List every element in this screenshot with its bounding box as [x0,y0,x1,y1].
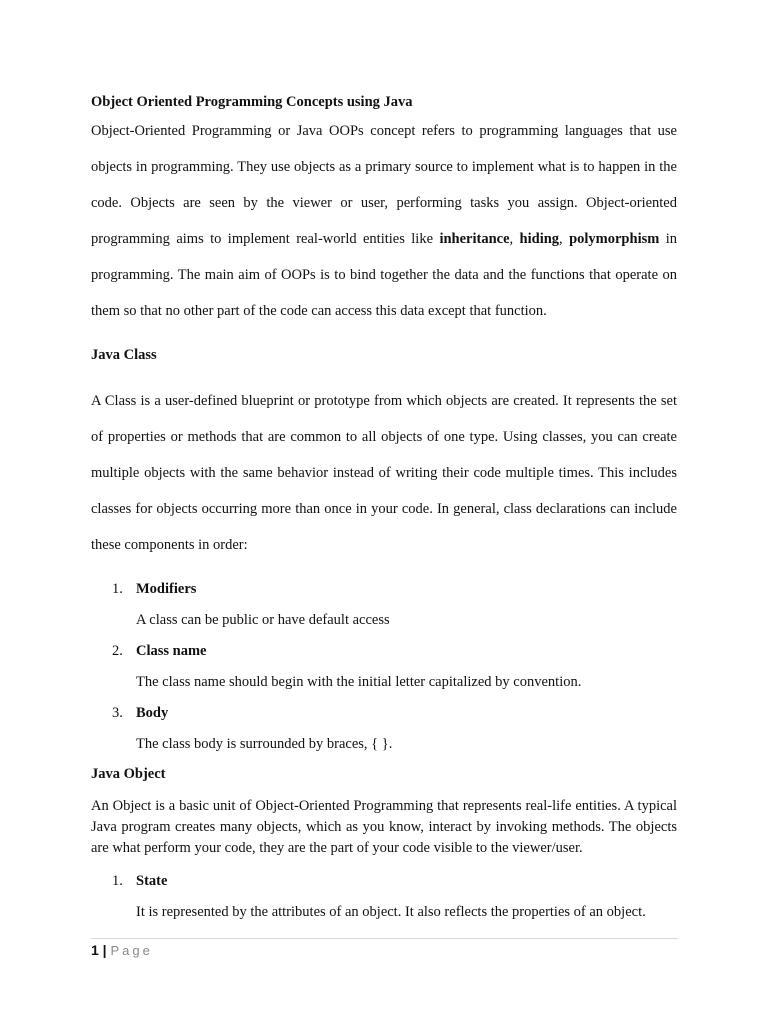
paragraph-java-class: A Class is a user-defined blueprint or prototype from which objects are created. It represents the set of properties or methods that are common to all objects of one type. Using classes, you can create multiple objects with the same behavior instead of writing their code multiple times. This includes classes for objects occurring more than once in your code. In general, class declarations can include these components in order: [91,393,677,553]
list-number: 2. [112,643,123,659]
page-label: Page [110,943,153,958]
list-item-body: The class name should begin with the initial letter capitalized by convention. [136,674,582,690]
list-item [91,581,677,629]
paragraph-oop-intro [91,113,677,329]
term-polymorphism: polymorphism [569,231,660,247]
section-heading-oop: Object Oriented Programming Concepts using Java [91,94,413,110]
list-item [91,643,677,691]
list-item-title: Class name [136,643,207,659]
list-item [91,705,677,753]
list-item [91,873,677,921]
list-item-title: Modifiers [136,581,197,597]
object-components-list [91,873,677,921]
class-components-list [91,581,677,753]
separator: , [509,231,520,247]
para-text-start: Object-Oriented Programming or Java OOPs concept refers to programming languages that use objects in programming. They use objects as a primary source to implement what is to happen in the code. Objects are seen by the viewer or user, performing tasks you assign. Object-oriented programming aims to implement real-world entities like [91,123,677,247]
list-item-body: A class can be public or have default access [136,612,390,628]
list-number: 1. [112,581,123,597]
document-page [91,92,677,921]
page-number: 1 [91,942,99,958]
list-number: 1. [112,873,123,889]
list-item-body: It is represented by the attributes of an object. It also reflects the properties of an object. [136,904,646,920]
page-separator: | [98,942,111,958]
term-hiding: hiding [519,231,560,247]
list-item-title: State [136,873,168,889]
separator: , [559,231,570,247]
para-text-end: in programming. The main aim of OOPs is to bind together the data and the functions that operate on them so that no other part of the code can access this data except that function. [91,231,678,319]
list-item-title: Body [136,705,169,721]
section-heading-java-object: Java Object [91,766,166,782]
paragraph-java-object: An Object is a basic unit of Object-Oriented Programming that represents real-life entities. A typical Java program creates many objects, which as you know, interact by invoking methods. The objects are what perform your code, they are the part of your code visible to the viewer/user. [91,798,677,856]
page-footer [91,938,678,958]
list-number: 3. [112,705,123,721]
term-inheritance: inheritance [439,231,510,247]
section-heading-java-class: Java Class [91,347,157,363]
list-item-body: The class body is surrounded by braces, { }. [136,736,393,752]
